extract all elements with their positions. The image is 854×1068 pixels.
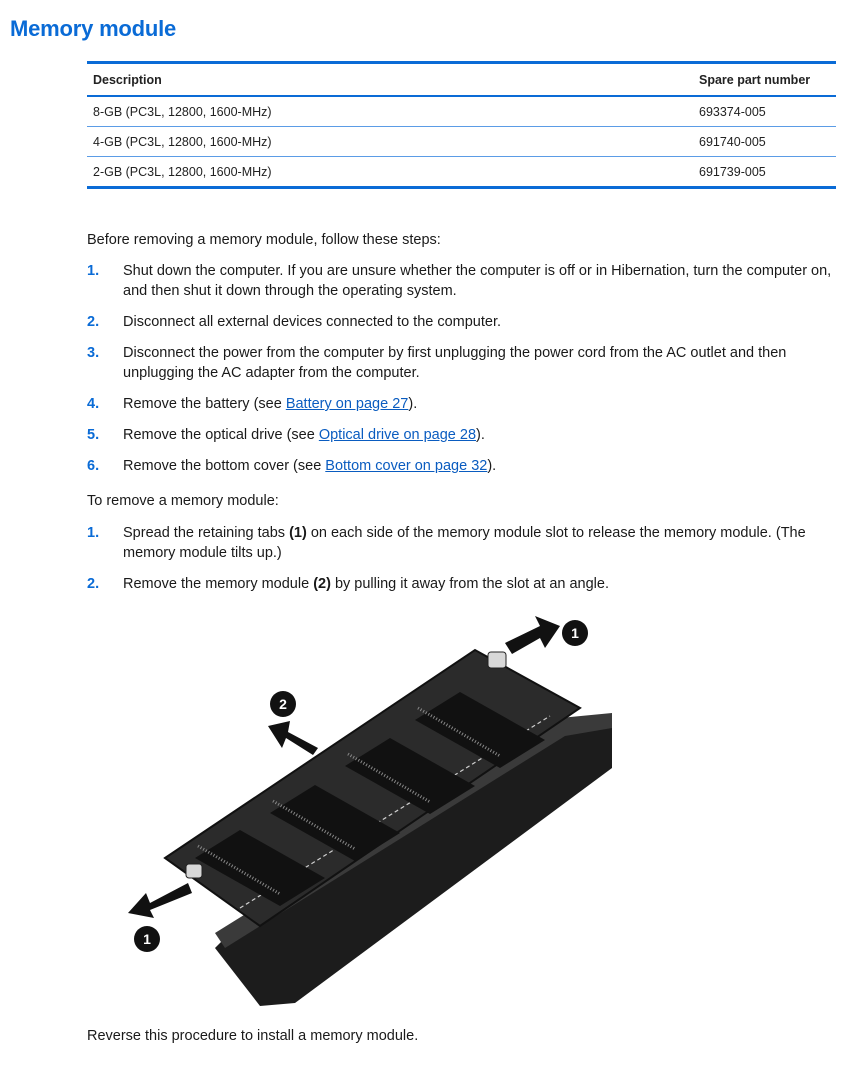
remove-intro: To remove a memory module: xyxy=(87,493,279,509)
page-title: Memory module xyxy=(10,16,177,41)
optical-drive-page-link[interactable]: Optical drive on page 28 xyxy=(318,427,477,443)
step-text-post: ). xyxy=(408,396,418,412)
step-text: Disconnect the power from the computer by first unplugging the power cord from the AC outlet and then unplugging the AC adapter from the computer. xyxy=(123,345,787,381)
step-text-pre: Remove the battery (see xyxy=(123,396,286,412)
callout-ref: (2) xyxy=(313,576,331,592)
retaining-tab xyxy=(488,652,506,668)
memory-module-illustration xyxy=(120,608,620,1010)
step-text-post: by pulling it away from the slot at an angle. xyxy=(330,576,609,592)
step-number: 2. xyxy=(87,314,100,330)
step-number: 1. xyxy=(87,263,100,279)
bottom-cover-page-link[interactable]: Bottom cover on page 32 xyxy=(325,458,488,474)
step-text: Shut down the computer. If you are unsure whether the computer is off or in Hibernation, turn the computer on, and then shut it down through the operating system. xyxy=(123,263,832,299)
list-item xyxy=(87,574,847,594)
callout-number: 1 xyxy=(143,931,151,947)
list-item xyxy=(87,394,847,414)
list-item xyxy=(87,261,847,301)
arrow-icon xyxy=(268,721,318,755)
list-item xyxy=(87,456,847,476)
closing-note: Reverse this procedure to install a memory module. xyxy=(87,1028,419,1044)
step-number: 3. xyxy=(87,345,100,361)
callout-ref: (1) xyxy=(289,525,307,541)
list-item xyxy=(87,312,847,332)
retaining-tab xyxy=(186,864,202,878)
arrow-icon xyxy=(505,616,560,654)
spare-parts-table xyxy=(87,61,836,189)
table-row xyxy=(87,157,836,188)
table-row xyxy=(87,96,836,127)
before-steps-list xyxy=(87,261,847,487)
table-cell-part-number: 691740-005 xyxy=(693,127,836,157)
step-text: Disconnect all external devices connected to the computer. xyxy=(123,314,502,330)
step-text-pre: Remove the memory module xyxy=(123,576,314,592)
step-text-pre: Remove the optical drive (see xyxy=(123,427,319,443)
battery-page-link[interactable]: Battery on page 27 xyxy=(285,396,409,412)
before-intro: Before removing a memory module, follow these steps: xyxy=(87,232,441,248)
table-header-row xyxy=(87,63,836,97)
step-text-post: ). xyxy=(476,427,485,443)
callout-number: 1 xyxy=(571,625,579,641)
step-number: 1. xyxy=(87,525,100,541)
list-item xyxy=(87,425,847,445)
table-cell-description: 8-GB (PC3L, 12800, 1600-MHz) xyxy=(93,104,272,119)
step-number: 2. xyxy=(87,576,100,592)
step-number: 6. xyxy=(87,458,100,474)
table-row xyxy=(87,127,836,157)
table-cell-description: 4-GB (PC3L, 12800, 1600-MHz) xyxy=(87,127,693,157)
step-text-pre: Spread the retaining tabs xyxy=(123,525,290,541)
arrow-icon xyxy=(128,883,192,918)
table-cell-description: 2-GB (PC3L, 12800, 1600-MHz) xyxy=(87,157,693,188)
step-number: 5. xyxy=(87,427,100,443)
step-text-post: on each side of the memory module slot to release the memory module. (The memory module tilts up.) xyxy=(123,525,806,561)
table-cell-part-number: 691739-005 xyxy=(693,157,836,188)
remove-steps-list xyxy=(87,523,847,605)
list-item xyxy=(87,523,847,563)
step-text-pre: Remove the bottom cover (see xyxy=(123,458,326,474)
column-header-description: Description xyxy=(87,63,693,97)
column-header-spare-part-number: Spare part number xyxy=(693,63,836,97)
list-item xyxy=(87,343,847,383)
callout-number: 2 xyxy=(279,696,287,712)
table-cell-part-number: 693374-005 xyxy=(699,104,766,119)
step-text-post: ). xyxy=(487,458,497,474)
step-number: 4. xyxy=(87,396,100,412)
